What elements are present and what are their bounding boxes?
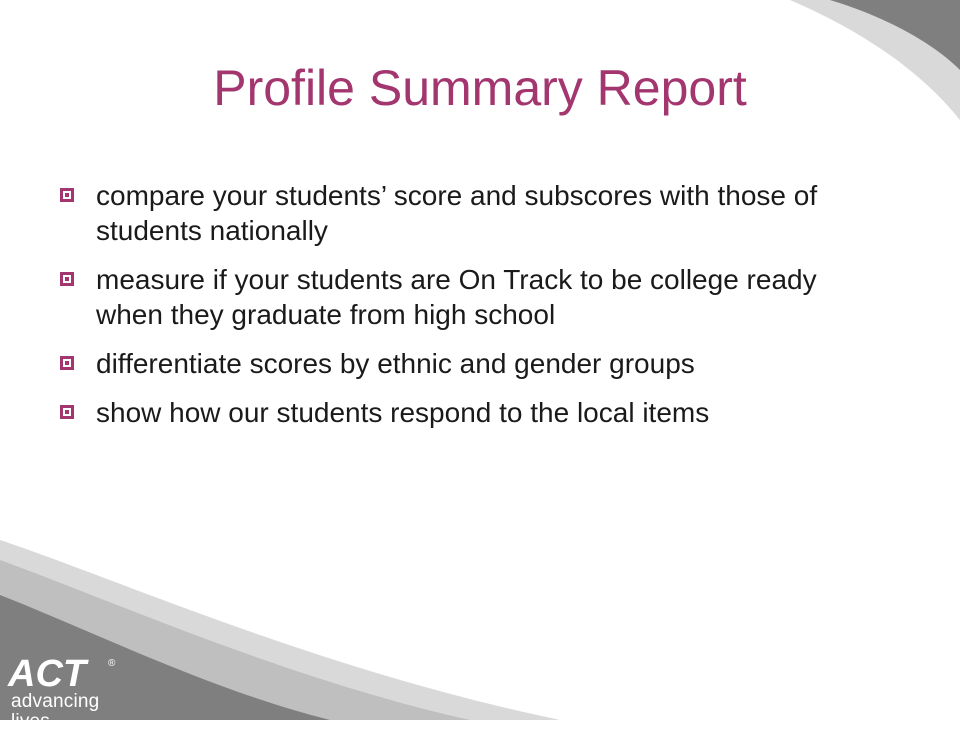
logo-registered-mark: ® xyxy=(108,658,116,669)
bottom-swoosh-decoration xyxy=(0,540,960,720)
bullet-item xyxy=(60,395,860,430)
square-bullet-icon xyxy=(60,356,74,370)
act-logo-icon xyxy=(8,653,118,695)
bullet-item xyxy=(60,178,860,248)
bullet-text: show how our students respond to the local items xyxy=(96,397,710,428)
square-bullet-icon xyxy=(60,272,74,286)
slide-title: Profile Summary Report xyxy=(213,60,747,116)
bullet-list xyxy=(60,178,860,444)
bullet-item xyxy=(60,346,860,381)
act-logo xyxy=(8,653,138,732)
bullet-text: differentiate scores by ethnic and gender groups xyxy=(96,348,695,379)
bullet-text: compare your students’ score and subscores with those of students nationally xyxy=(96,180,818,246)
bullet-item xyxy=(60,262,860,332)
bullet-text: measure if your students are On Track to be college ready when they graduate from high school xyxy=(96,264,817,330)
logo-mark-text: ACT xyxy=(8,653,87,695)
square-bullet-icon xyxy=(60,188,74,202)
square-bullet-icon xyxy=(60,405,74,419)
logo-tagline: advancing lives xyxy=(11,691,100,732)
